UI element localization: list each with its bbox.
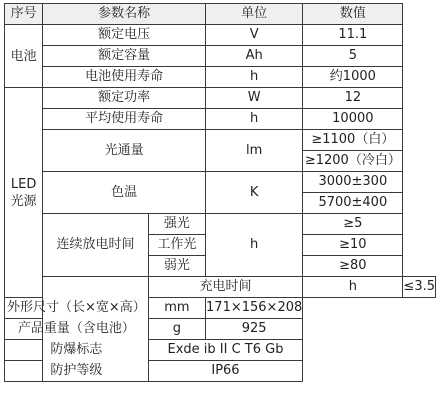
- table-row: [5, 298, 436, 319]
- table-row: [5, 340, 436, 361]
- table-row: [5, 130, 436, 151]
- param-value: 12: [303, 88, 403, 109]
- mode-name: 弱光: [148, 256, 205, 277]
- param-unit: K: [206, 172, 303, 214]
- spec-table: [4, 3, 436, 382]
- param-name: 额定功率: [43, 88, 206, 109]
- table-row: [5, 361, 436, 382]
- category-battery: 电池: [5, 25, 43, 88]
- param-value: ≥10: [303, 235, 403, 256]
- table-row: [5, 46, 436, 67]
- param-name: 防护等级: [5, 361, 149, 382]
- param-value: ≥80: [303, 256, 403, 277]
- param-value: ≥1200（冷白）: [303, 151, 403, 172]
- param-unit: W: [206, 88, 303, 109]
- header-param-name: 参数名称: [43, 4, 206, 25]
- param-unit: g: [148, 319, 205, 340]
- mode-name: 强光: [148, 214, 205, 235]
- param-name: 充电时间: [148, 277, 303, 298]
- param-unit: lm: [206, 130, 303, 172]
- param-unit: Ah: [206, 46, 303, 67]
- param-value: ≤3.5: [403, 277, 436, 298]
- param-value: Exde ib II C T6 Gb: [148, 340, 303, 361]
- param-value: IP66: [148, 361, 303, 382]
- param-unit: h: [206, 214, 303, 277]
- category-led-line2: 光源: [10, 193, 37, 209]
- param-value: 约1000: [303, 67, 403, 88]
- param-unit: h: [206, 67, 303, 88]
- param-name: 光通量: [43, 130, 206, 172]
- header-index: 序号: [5, 4, 43, 25]
- param-name: 电池使用寿命: [43, 67, 206, 88]
- param-name: 额定容量: [43, 46, 206, 67]
- param-name: 平均使用寿命: [43, 109, 206, 130]
- param-value: 10000: [303, 109, 403, 130]
- param-value: 925: [206, 319, 303, 340]
- param-value: ≥1100（白）: [303, 130, 403, 151]
- table-row: [5, 88, 436, 109]
- param-unit: V: [206, 25, 303, 46]
- header-row: [5, 4, 436, 25]
- param-value: 5700±400: [303, 193, 403, 214]
- category-led-line1: LED: [10, 176, 37, 192]
- table-row: [5, 319, 436, 340]
- category-led: [5, 88, 43, 298]
- table-row: [5, 172, 436, 193]
- table-row: [5, 214, 436, 235]
- mode-name: 工作光: [148, 235, 205, 256]
- param-name: 连续放电时间: [43, 214, 148, 277]
- param-unit: mm: [148, 298, 205, 319]
- param-value: 11.1: [303, 25, 403, 46]
- param-unit: h: [206, 109, 303, 130]
- table-row: [5, 277, 436, 298]
- param-name: 额定电压: [43, 25, 206, 46]
- header-unit: 单位: [206, 4, 303, 25]
- param-unit: h: [303, 277, 403, 298]
- param-value: 3000±300: [303, 172, 403, 193]
- header-value: 数值: [303, 4, 403, 25]
- table-row: [5, 25, 436, 46]
- param-name: 防爆标志: [5, 340, 149, 361]
- param-value: 171×156×208: [206, 298, 303, 319]
- param-name: 外形尺寸（长×宽×高）: [5, 298, 149, 319]
- param-name: 色温: [43, 172, 206, 214]
- param-name: 产品重量（含电池）: [5, 319, 149, 340]
- table-row: [5, 109, 436, 130]
- table-row: [5, 67, 436, 88]
- param-value: ≥5: [303, 214, 403, 235]
- param-value: 5: [303, 46, 403, 67]
